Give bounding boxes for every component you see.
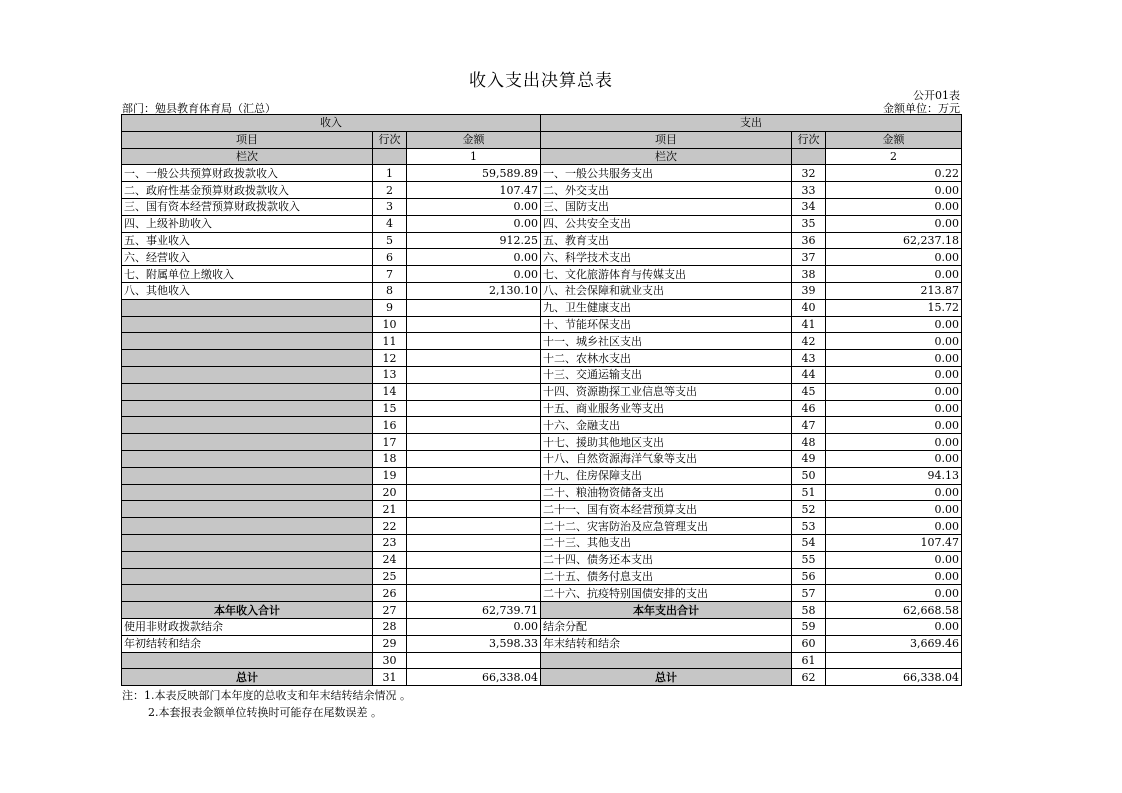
expense-item-cell: 二十五、债务付息支出 [541, 568, 792, 585]
income-line-cell: 9 [373, 299, 407, 316]
amount-unit-label: 金额单位：万元 [883, 102, 960, 115]
income-item-cell [122, 484, 373, 501]
expense-amount-cell: 0.00 [826, 350, 962, 367]
income-column-label: 栏次 [122, 148, 373, 165]
income-amount-cell: 0.00 [407, 618, 541, 635]
income-item-cell [122, 467, 373, 484]
income-item-cell: 四、上级补助收入 [122, 215, 373, 232]
expense-item-cell: 九、卫生健康支出 [541, 299, 792, 316]
expense-amount-cell: 0.00 [826, 383, 962, 400]
expense-line-cell: 34 [792, 198, 826, 215]
expense-amount-cell: 0.00 [826, 551, 962, 568]
expense-item-cell: 六、科学技术支出 [541, 249, 792, 266]
income-amount-header: 金额 [407, 131, 541, 148]
income-amount-cell [407, 585, 541, 602]
expense-line-cell: 47 [792, 417, 826, 434]
table-row [122, 585, 962, 602]
table-row [122, 198, 962, 215]
income-line-cell: 17 [373, 434, 407, 451]
expense-amount-cell: 0.00 [826, 518, 962, 535]
expense-amount-cell: 3,669.46 [826, 635, 962, 652]
expense-line-cell: 45 [792, 383, 826, 400]
expense-line-cell: 58 [792, 602, 826, 619]
income-amount-cell: 0.00 [407, 198, 541, 215]
income-item-cell [122, 333, 373, 350]
table-row [122, 417, 962, 434]
expense-amount-cell: 0.00 [826, 215, 962, 232]
expense-amount-cell: 94.13 [826, 467, 962, 484]
income-line-cell: 25 [373, 568, 407, 585]
expense-item-cell: 十八、自然资源海洋气象等支出 [541, 450, 792, 467]
expense-line-cell: 62 [792, 669, 826, 686]
expense-line-cell: 46 [792, 400, 826, 417]
income-amount-cell [407, 417, 541, 434]
income-amount-cell: 62,739.71 [407, 602, 541, 619]
expense-line-cell: 52 [792, 501, 826, 518]
expense-amount-cell: 0.00 [826, 568, 962, 585]
income-amount-cell: 0.00 [407, 249, 541, 266]
expense-line-cell: 35 [792, 215, 826, 232]
income-line-cell: 2 [373, 182, 407, 199]
income-amount-cell [407, 316, 541, 333]
table-row [122, 266, 962, 283]
expense-amount-header: 金额 [826, 131, 962, 148]
note-line-1: 注：1.本表反映部门本年度的总收支和年末结转结余情况 。 [122, 689, 411, 702]
expense-line-cell: 54 [792, 534, 826, 551]
expense-amount-cell: 0.00 [826, 366, 962, 383]
income-amount-cell [407, 333, 541, 350]
expense-item-cell: 十四、资源勘探工业信息等支出 [541, 383, 792, 400]
table-row [122, 316, 962, 333]
income-amount-cell [407, 568, 541, 585]
income-line-cell: 8 [373, 282, 407, 299]
income-item-cell: 年初结转和结余 [122, 635, 373, 652]
table-row [122, 518, 962, 535]
table-row [122, 232, 962, 249]
expense-amount-cell: 0.00 [826, 585, 962, 602]
expense-line-cell: 56 [792, 568, 826, 585]
income-item-cell: 本年收入合计 [122, 602, 373, 619]
expense-line-cell: 39 [792, 282, 826, 299]
income-line-cell: 30 [373, 652, 407, 669]
department-label: 部门：勉县教育体育局（汇总） [122, 102, 276, 115]
expense-item-cell: 二、外交支出 [541, 182, 792, 199]
income-item-cell: 三、国有资本经营预算财政拨款收入 [122, 198, 373, 215]
income-line-cell: 10 [373, 316, 407, 333]
income-line-cell: 20 [373, 484, 407, 501]
income-column-blank [373, 148, 407, 165]
expense-item-cell: 十一、城乡社区支出 [541, 333, 792, 350]
income-item-cell: 八、其他收入 [122, 282, 373, 299]
table-row [122, 165, 962, 182]
expense-line-cell: 43 [792, 350, 826, 367]
expense-amount-cell: 0.00 [826, 182, 962, 199]
note-line-2: 2.本套报表金额单位转换时可能存在尾数误差 。 [148, 706, 382, 719]
table-row [122, 400, 962, 417]
income-line-cell: 1 [373, 165, 407, 182]
income-amount-cell: 0.00 [407, 266, 541, 283]
income-item-cell [122, 417, 373, 434]
expense-amount-cell: 213.87 [826, 282, 962, 299]
expense-line-cell: 37 [792, 249, 826, 266]
expense-item-cell: 三、国防支出 [541, 198, 792, 215]
report-title: 收入支出决算总表 [469, 71, 613, 91]
table-row [122, 366, 962, 383]
income-amount-cell [407, 467, 541, 484]
income-line-cell: 11 [373, 333, 407, 350]
expense-line-cell: 53 [792, 518, 826, 535]
expense-amount-cell: 0.00 [826, 501, 962, 518]
income-line-cell: 18 [373, 450, 407, 467]
income-item-cell [122, 551, 373, 568]
expense-amount-cell [826, 652, 962, 669]
income-line-cell: 5 [373, 232, 407, 249]
notes [122, 687, 411, 721]
expense-item-cell: 十七、援助其他地区支出 [541, 434, 792, 451]
income-amount-cell [407, 400, 541, 417]
expense-item-cell: 十六、金融支出 [541, 417, 792, 434]
expense-item-cell: 二十六、抗疫特别国债安排的支出 [541, 585, 792, 602]
income-amount-cell [407, 551, 541, 568]
income-line-header: 行次 [373, 131, 407, 148]
expense-amount-cell: 0.00 [826, 333, 962, 350]
table-row [122, 501, 962, 518]
income-item-cell [122, 652, 373, 669]
expense-amount-cell: 0.00 [826, 400, 962, 417]
income-line-cell: 7 [373, 266, 407, 283]
table-row [122, 333, 962, 350]
expense-line-cell: 44 [792, 366, 826, 383]
income-line-cell: 19 [373, 467, 407, 484]
income-amount-cell [407, 350, 541, 367]
table-row [122, 434, 962, 451]
expense-column-label: 栏次 [541, 148, 792, 165]
expense-item-cell: 总计 [541, 669, 792, 686]
expense-group-header: 支出 [541, 115, 962, 132]
expense-item-cell: 一、一般公共服务支出 [541, 165, 792, 182]
income-item-cell: 七、附属单位上缴收入 [122, 266, 373, 283]
expense-line-cell: 55 [792, 551, 826, 568]
table-row [122, 182, 962, 199]
income-item-cell [122, 450, 373, 467]
expense-line-cell: 57 [792, 585, 826, 602]
table-row [122, 568, 962, 585]
income-line-cell: 13 [373, 366, 407, 383]
income-amount-cell [407, 299, 541, 316]
expense-item-cell: 十三、交通运输支出 [541, 366, 792, 383]
income-line-cell: 22 [373, 518, 407, 535]
income-amount-cell [407, 450, 541, 467]
income-item-cell [122, 383, 373, 400]
expense-item-cell: 七、文化旅游体育与传媒支出 [541, 266, 792, 283]
income-line-cell: 24 [373, 551, 407, 568]
expense-item-cell [541, 652, 792, 669]
income-amount-cell [407, 366, 541, 383]
form-code: 公开01表 [913, 89, 960, 102]
income-item-cell [122, 501, 373, 518]
income-item-cell: 二、政府性基金预算财政拨款收入 [122, 182, 373, 199]
expense-item-cell: 二十四、债务还本支出 [541, 551, 792, 568]
expense-column-blank [792, 148, 826, 165]
income-item-cell [122, 585, 373, 602]
expense-item-cell: 四、公共安全支出 [541, 215, 792, 232]
income-line-cell: 12 [373, 350, 407, 367]
income-amount-cell: 0.00 [407, 215, 541, 232]
table-row [122, 618, 962, 635]
income-item-cell: 五、事业收入 [122, 232, 373, 249]
income-amount-cell [407, 501, 541, 518]
expense-item-cell: 二十三、其他支出 [541, 534, 792, 551]
income-item-cell: 一、一般公共预算财政拨款收入 [122, 165, 373, 182]
income-line-cell: 27 [373, 602, 407, 619]
table-row [122, 467, 962, 484]
expense-amount-cell: 62,237.18 [826, 232, 962, 249]
income-line-cell: 16 [373, 417, 407, 434]
income-item-cell: 使用非财政拨款结余 [122, 618, 373, 635]
expense-amount-cell: 62,668.58 [826, 602, 962, 619]
expense-line-cell: 48 [792, 434, 826, 451]
table-row [122, 450, 962, 467]
income-amount-cell [407, 434, 541, 451]
expense-line-cell: 51 [792, 484, 826, 501]
expense-amount-cell: 0.00 [826, 198, 962, 215]
income-amount-cell [407, 518, 541, 535]
expense-line-cell: 33 [792, 182, 826, 199]
income-amount-cell [407, 534, 541, 551]
table-row [122, 249, 962, 266]
table-row [122, 669, 962, 686]
expense-line-cell: 50 [792, 467, 826, 484]
table-row [122, 215, 962, 232]
income-item-cell: 六、经营收入 [122, 249, 373, 266]
income-line-cell: 4 [373, 215, 407, 232]
expense-line-cell: 59 [792, 618, 826, 635]
table-row [122, 383, 962, 400]
expense-item-header: 项目 [541, 131, 792, 148]
expense-item-cell: 结余分配 [541, 618, 792, 635]
income-amount-cell [407, 484, 541, 501]
income-line-cell: 15 [373, 400, 407, 417]
income-amount-cell: 912.25 [407, 232, 541, 249]
income-item-cell: 总计 [122, 669, 373, 686]
table-row [122, 602, 962, 619]
income-item-cell [122, 534, 373, 551]
expense-line-cell: 41 [792, 316, 826, 333]
expense-amount-cell: 0.00 [826, 417, 962, 434]
expense-amount-cell: 0.00 [826, 316, 962, 333]
income-group-header: 收入 [122, 115, 541, 132]
expense-amount-cell: 0.22 [826, 165, 962, 182]
expense-amount-cell: 66,338.04 [826, 669, 962, 686]
income-column-number: 1 [407, 148, 541, 165]
expense-amount-cell: 0.00 [826, 484, 962, 501]
expense-amount-cell: 0.00 [826, 434, 962, 451]
expense-item-cell: 二十一、国有资本经营预算支出 [541, 501, 792, 518]
expense-item-cell: 十九、住房保障支出 [541, 467, 792, 484]
expense-line-cell: 49 [792, 450, 826, 467]
expense-line-cell: 36 [792, 232, 826, 249]
table-row [122, 350, 962, 367]
expense-amount-cell: 0.00 [826, 450, 962, 467]
income-amount-cell: 3,598.33 [407, 635, 541, 652]
expense-line-cell: 38 [792, 266, 826, 283]
income-item-cell [122, 400, 373, 417]
expense-item-cell: 年末结转和结余 [541, 635, 792, 652]
income-item-header: 项目 [122, 131, 373, 148]
income-item-cell [122, 366, 373, 383]
expense-item-cell: 十、节能环保支出 [541, 316, 792, 333]
expense-line-cell: 42 [792, 333, 826, 350]
expense-amount-cell: 0.00 [826, 618, 962, 635]
expense-item-cell: 二十二、灾害防治及应急管理支出 [541, 518, 792, 535]
income-item-cell [122, 518, 373, 535]
table-row [122, 484, 962, 501]
income-line-cell: 26 [373, 585, 407, 602]
income-line-cell: 6 [373, 249, 407, 266]
expense-amount-cell: 15.72 [826, 299, 962, 316]
table-row [122, 652, 962, 669]
income-line-cell: 31 [373, 669, 407, 686]
income-amount-cell: 107.47 [407, 182, 541, 199]
income-line-cell: 29 [373, 635, 407, 652]
expense-line-cell: 40 [792, 299, 826, 316]
income-amount-cell [407, 383, 541, 400]
income-amount-cell: 2,130.10 [407, 282, 541, 299]
income-item-cell [122, 350, 373, 367]
income-line-cell: 28 [373, 618, 407, 635]
expense-item-cell: 五、教育支出 [541, 232, 792, 249]
table-row [122, 635, 962, 652]
income-line-cell: 21 [373, 501, 407, 518]
income-line-cell: 14 [373, 383, 407, 400]
expense-amount-cell: 0.00 [826, 266, 962, 283]
expense-line-cell: 60 [792, 635, 826, 652]
income-expense-table [121, 114, 962, 686]
income-line-cell: 3 [373, 198, 407, 215]
expense-amount-cell: 0.00 [826, 249, 962, 266]
expense-line-header: 行次 [792, 131, 826, 148]
expense-column-number: 2 [826, 148, 962, 165]
income-item-cell [122, 434, 373, 451]
income-item-cell [122, 299, 373, 316]
income-item-cell [122, 568, 373, 585]
income-line-cell: 23 [373, 534, 407, 551]
table-row [122, 282, 962, 299]
table-row [122, 551, 962, 568]
expense-item-cell: 十五、商业服务业等支出 [541, 400, 792, 417]
income-amount-cell: 59,589.89 [407, 165, 541, 182]
income-amount-cell: 66,338.04 [407, 669, 541, 686]
expense-line-cell: 61 [792, 652, 826, 669]
expense-item-cell: 本年支出合计 [541, 602, 792, 619]
income-item-cell [122, 316, 373, 333]
expense-item-cell: 二十、粮油物资储备支出 [541, 484, 792, 501]
table-row [122, 534, 962, 551]
expense-line-cell: 32 [792, 165, 826, 182]
expense-item-cell: 十二、农林水支出 [541, 350, 792, 367]
table-row [122, 299, 962, 316]
income-amount-cell [407, 652, 541, 669]
expense-amount-cell: 107.47 [826, 534, 962, 551]
expense-item-cell: 八、社会保障和就业支出 [541, 282, 792, 299]
